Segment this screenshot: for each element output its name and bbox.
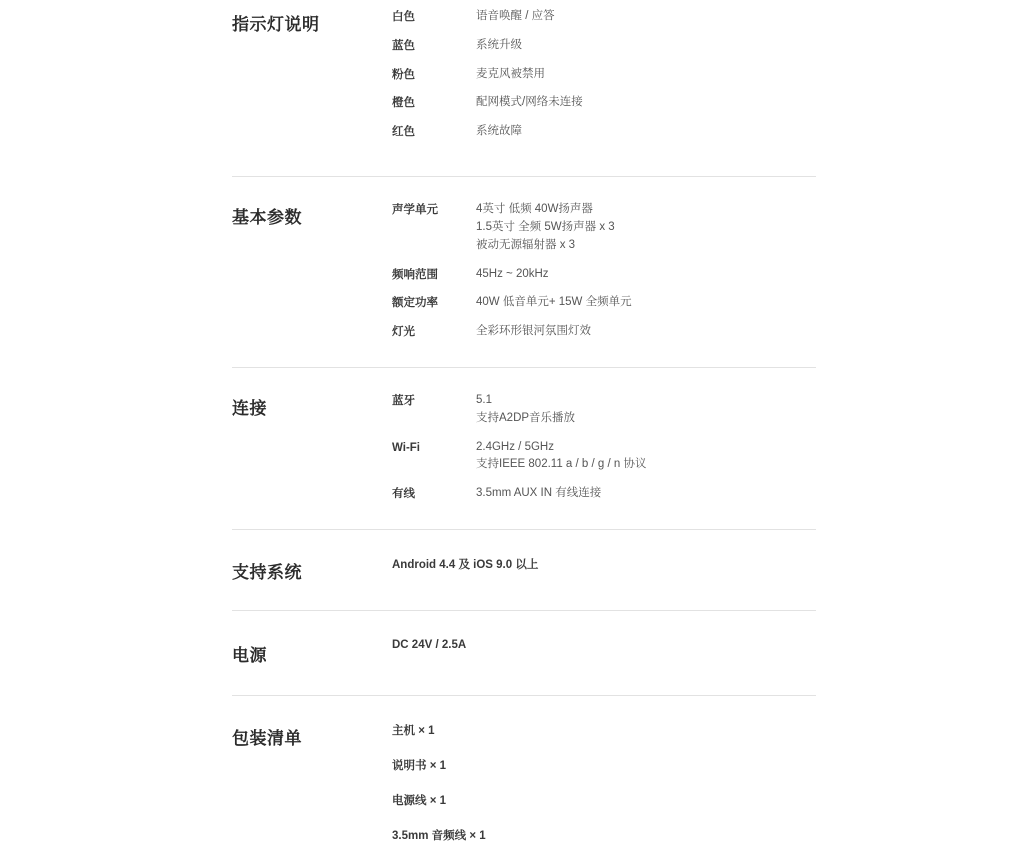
spec-label: 额定功率 (392, 297, 438, 310)
spec-row (392, 123, 816, 141)
section-title-basic: 基本参数 (232, 208, 302, 228)
spec-value-line: 被动无源辐射器 x 3 (476, 238, 576, 251)
spec-value (476, 201, 816, 254)
section-title-os: 支持系统 (232, 563, 302, 582)
spec-label: 蓝牙 (392, 394, 415, 407)
spec-row (392, 485, 816, 503)
spec-value-line: 语音唤醒 / 应答 (476, 10, 555, 22)
spec-value (476, 323, 816, 341)
power-value: DC 24V / 2.5A (392, 639, 467, 652)
section-power (232, 611, 816, 696)
spec-row (392, 323, 816, 341)
spec-value (476, 94, 816, 112)
package-item: 电源线 × 1 (392, 795, 447, 808)
spec-row (392, 201, 816, 254)
spec-value (476, 66, 816, 84)
spec-value (476, 439, 816, 475)
section-indicator (232, 0, 816, 177)
spec-row (392, 8, 816, 26)
package-item: 说明书 × 1 (392, 760, 447, 773)
spec-label: Wi-Fi (392, 441, 420, 454)
spec-row (392, 94, 816, 112)
section-body-indicator (392, 8, 816, 154)
spec-label: 声学单元 (392, 204, 438, 217)
spec-row (392, 439, 816, 475)
spec-value-line: 45Hz ~ 20kHz (476, 267, 549, 280)
spec-label: 橙色 (392, 97, 415, 110)
spec-label: 白色 (392, 11, 415, 23)
spec-label: 蓝色 (392, 39, 415, 52)
spec-label: 粉色 (392, 68, 415, 81)
section-body-power (392, 639, 816, 653)
spec-value-line: 支持IEEE 802.11 a / b / g / n 协议 (476, 458, 647, 471)
section-supported-os (232, 530, 816, 611)
spec-value-line: 配网模式/网络未连接 (476, 96, 583, 109)
spec-value (476, 8, 816, 26)
spec-value-line: 40W 低音单元+ 15W 全频单元 (476, 296, 632, 309)
spec-label: 红色 (392, 126, 415, 139)
spec-row (392, 392, 816, 428)
package-item: 主机 × 1 (392, 725, 435, 738)
spec-value-line: 4英寸 低频 40W扬声器 (476, 203, 593, 216)
supported-os-value: Android 4.4 及 iOS 9.0 以上 (392, 559, 539, 571)
section-title-pack: 包装清单 (232, 729, 302, 749)
spec-value (476, 392, 816, 428)
spec-value-line: 系统升级 (476, 38, 522, 51)
section-title-power: 电源 (232, 646, 267, 666)
section-body-connect (392, 392, 816, 505)
spec-value-line: 系统故障 (476, 125, 522, 138)
spec-value-line: 全彩环形银河氛围灯效 (476, 325, 591, 338)
spec-value (476, 266, 816, 284)
spec-value-line: 1.5英寸 全频 5W扬声器 x 3 (476, 220, 615, 233)
section-body-basic (392, 201, 816, 343)
spec-value-line: 5.1 (476, 393, 492, 406)
section-connectivity (232, 368, 816, 530)
section-title-connect: 连接 (232, 398, 267, 418)
section-body-pack (392, 722, 816, 845)
spec-label: 灯光 (392, 326, 415, 339)
spec-value-line: 2.4GHz / 5GHz (476, 440, 554, 453)
spec-row (392, 66, 816, 84)
section-package-list (232, 696, 816, 855)
spec-row (392, 37, 816, 55)
spec-label: 有线 (392, 488, 415, 501)
spec-row (392, 266, 816, 284)
spec-value (476, 485, 816, 503)
spec-row (392, 294, 816, 312)
package-item: 3.5mm 音频线 × 1 (392, 830, 486, 843)
spec-value (476, 294, 816, 312)
spec-label: 频响范围 (392, 268, 438, 281)
spec-value (476, 37, 816, 55)
spec-value-line: 麦克风被禁用 (476, 67, 545, 80)
section-title-indicator: 指示灯说明 (232, 15, 320, 34)
section-basic-parameters (232, 177, 816, 368)
spec-value-line: 3.5mm AUX IN 有线连接 (476, 487, 602, 500)
spec-value (476, 123, 816, 141)
specification-table (232, 0, 816, 855)
section-body-os (392, 556, 816, 574)
spec-value-line: 支持A2DP音乐播放 (476, 411, 576, 424)
